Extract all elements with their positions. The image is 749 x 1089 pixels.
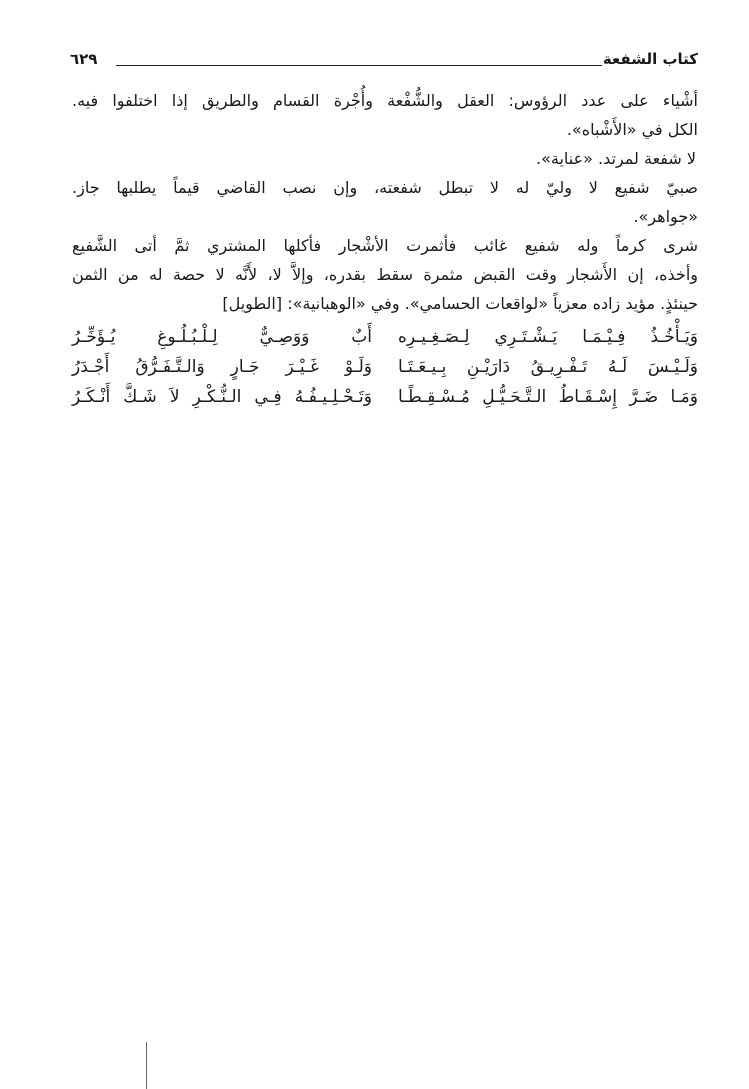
text-line: صبيّ شفيع لا وليّ له لا تبطل شفعته، وإن نصب القاضي قيماً يطلبها جاز. xyxy=(72,178,698,197)
poem xyxy=(72,322,698,412)
poem-verse xyxy=(72,322,698,352)
poem-verse xyxy=(72,382,698,412)
text-line: «جواهر». xyxy=(633,207,698,226)
text-line: حينئذٍ. مؤيد زاده معزياً «لواقعات الحسامي». وفي «الوهبانية»: [الطويل] xyxy=(222,294,698,313)
text-line: الكل في «الأَشْباه». xyxy=(566,120,698,139)
page-body xyxy=(72,86,698,412)
running-header xyxy=(70,50,698,74)
verse-first-hemistich: وَلَـيْـسَ لَـهُ تَـفْـرِيـقُ دَارَيْـنِ بِـيـعَـتَـا xyxy=(398,357,698,377)
verse-second-hemistich: وَلَـوْ غَـيْـرَ جَـارٍ وَالـتَّـفَـرُّقُ أَجْـدَرُ xyxy=(72,357,372,377)
scan-edge-line xyxy=(146,1042,147,1089)
text-line: لا شفعة لمرتد. «عناية». xyxy=(535,149,696,168)
poem-verse xyxy=(72,352,698,382)
header-rule xyxy=(116,65,602,66)
text-line: أشْياء على عدد الرؤوس: العقل والشُّفْعة وأُجْرة القسام والطريق إذا اختلفوا فيه. xyxy=(72,91,698,110)
verse-second-hemistich: وَتَـحْـلِـيـفُـهُ فِـي الـنُّـكْـرِ لاَ شَـكَّ أَنْـكَـرُ xyxy=(72,387,372,407)
verse-first-hemistich: وَمَـا ضَـرَّ إِسْـقَـاطُ الـتَّـحَـيُّـلِ مُـسْـقِـطًـا xyxy=(398,387,698,407)
chapter-title: كتاب الشفعة xyxy=(602,50,698,68)
text-line: وأخذه، إن الأَشجار وقت القبض مثمرة سقط بقدره، وإلاَّ لا، لأَنَّه لا حصة له من الثمن xyxy=(72,265,698,284)
text-line: شرى كرماً وله شفيع غائب فأثمرت الأشْجار فأكلها المشتري ثمَّ أتى الشَّفيع xyxy=(72,236,698,255)
page-number: ٦٢٩ xyxy=(70,50,98,68)
verse-first-hemistich: وَيَـأْخُـذُ فِـيْـمَـا يَـشْـتَـرِي لِـصَـغِـيـرِه xyxy=(398,327,698,347)
verse-second-hemistich: أَبٌ وَوَصِـيٌّ لِـلْـبُـلُـوغِ يُـؤَخِّـرُ xyxy=(72,327,372,347)
